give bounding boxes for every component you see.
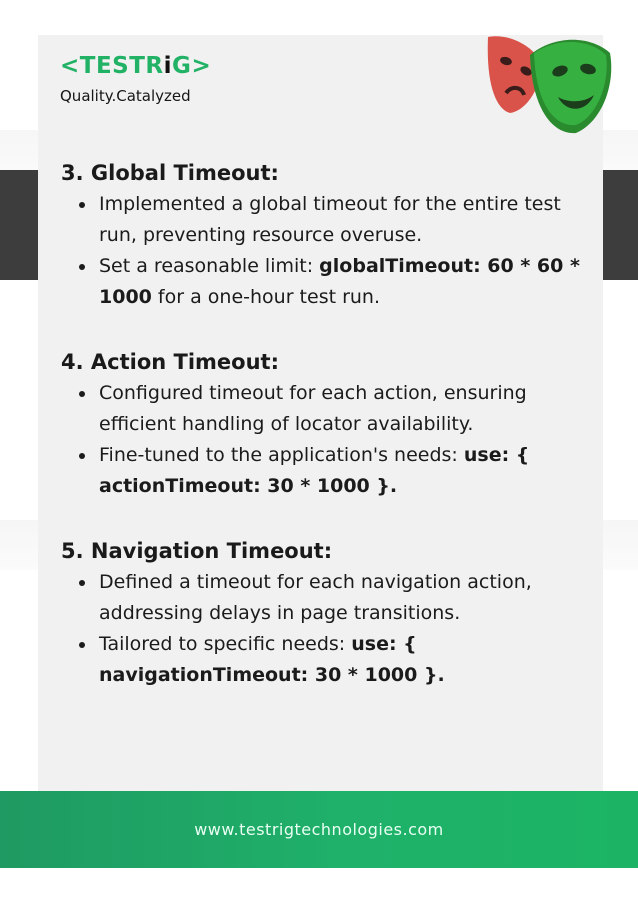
- bullet-list: [61, 189, 586, 313]
- section-heading: 5. Navigation Timeout:: [61, 539, 333, 563]
- list-item: Implemented a global timeout for the entire test run, preventing resource overuse.: [99, 189, 586, 251]
- section-global-timeout: [61, 158, 586, 313]
- theatre-masks-icon: [480, 15, 620, 145]
- background-stripe-left: [0, 170, 38, 280]
- footer-website-link[interactable]: www.testrigtechnologies.com: [194, 820, 444, 839]
- list-item: Fine-tuned to the application's needs: use: { actionTimeout: 30 * 1000 }.: [99, 440, 586, 502]
- list-item: Tailored to specific needs: use: { navigationTimeout: 30 * 1000 }.: [99, 629, 586, 691]
- list-item: Set a reasonable limit: globalTimeout: 60 * 60 * 1000 for a one-hour test run.: [99, 251, 586, 313]
- list-item: Defined a timeout for each navigation action, addressing delays in page transitions.: [99, 567, 586, 629]
- bullet-list: [61, 567, 586, 691]
- section-heading: 4. Action Timeout:: [61, 350, 279, 374]
- bullet-list: [61, 378, 586, 502]
- section-navigation-timeout: [61, 536, 586, 691]
- background-stripe-right: [600, 170, 638, 280]
- timeout-sections: [61, 158, 586, 691]
- footer-bar: [0, 791, 638, 868]
- section-action-timeout: [61, 347, 586, 502]
- section-heading: 3. Global Timeout:: [61, 161, 279, 185]
- brand-tagline: Quality.Catalyzed: [60, 87, 191, 105]
- content-card: [38, 35, 603, 793]
- brand-logo: <TESTRiG>: [60, 53, 212, 79]
- list-item: Configured timeout for each action, ensuring efficient handling of locator availability.: [99, 378, 586, 440]
